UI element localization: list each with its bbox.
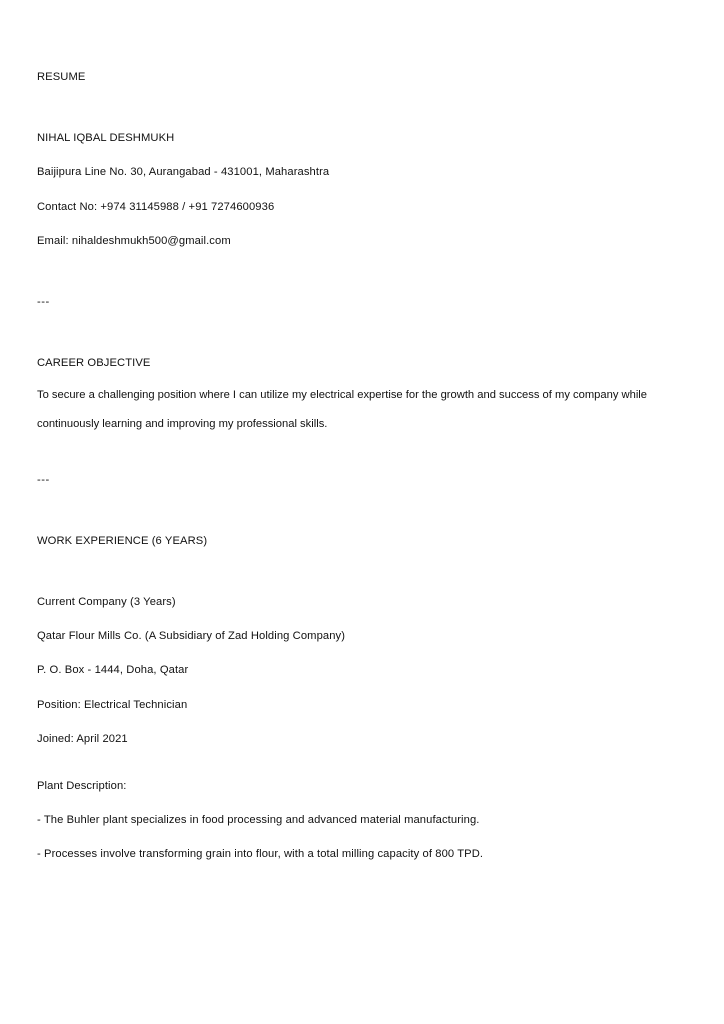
- spacer: [37, 83, 678, 133]
- spacer: [37, 792, 678, 815]
- document-heading: RESUME: [37, 71, 86, 83]
- spacer: [37, 308, 678, 358]
- current-company-label: Current Company (3 Years): [37, 595, 176, 608]
- list-item: - Processes involve transforming grain into flour, with a total milling capacity of 800 TPD.: [37, 848, 484, 861]
- current-joined-date: Joined: April 2021: [37, 732, 128, 745]
- candidate-name: NIHAL IQBAL DESHMUKH: [37, 132, 175, 145]
- current-company-address: P. O. Box - 1444, Doha, Qatar: [37, 664, 189, 677]
- current-company-name: Qatar Flour Mills Co. (A Subsidiary of Zad Holding Company): [37, 630, 346, 643]
- section-divider-1: ---: [37, 296, 50, 309]
- spacer: [37, 369, 678, 381]
- contact-block: [37, 133, 678, 247]
- plant-description-heading: Plant Description:: [37, 779, 127, 792]
- candidate-email: Email: nihaldeshmukh500@gmail.com: [37, 234, 231, 247]
- spacer: [37, 745, 678, 781]
- current-company-block: [37, 597, 678, 745]
- list-item: - The Buhler plant specializes in food processing and advanced material manufacturing.: [37, 814, 480, 827]
- career-objective-heading: CAREER OBJECTIVE: [37, 357, 151, 370]
- spacer: [37, 486, 678, 536]
- spacer: [37, 247, 678, 297]
- spacer: [37, 439, 678, 475]
- resume-body: [37, 72, 678, 861]
- current-position: Position: Electrical Technician: [37, 698, 188, 711]
- candidate-address: Baijipura Line No. 30, Aurangabad - 431001, Maharashtra: [37, 166, 330, 179]
- career-objective-text: To secure a challenging position where I can utilize my electrical expertise for the growth and success of my company while continuously learning and improving my professional skills.: [37, 389, 648, 430]
- candidate-contact: Contact No: +974 31145988 / +91 7274600936: [37, 200, 275, 213]
- section-divider-2: ---: [37, 473, 50, 486]
- spacer: [37, 547, 678, 597]
- plant-description-list: [37, 815, 678, 860]
- work-experience-heading: WORK EXPERIENCE (6 YEARS): [37, 534, 208, 547]
